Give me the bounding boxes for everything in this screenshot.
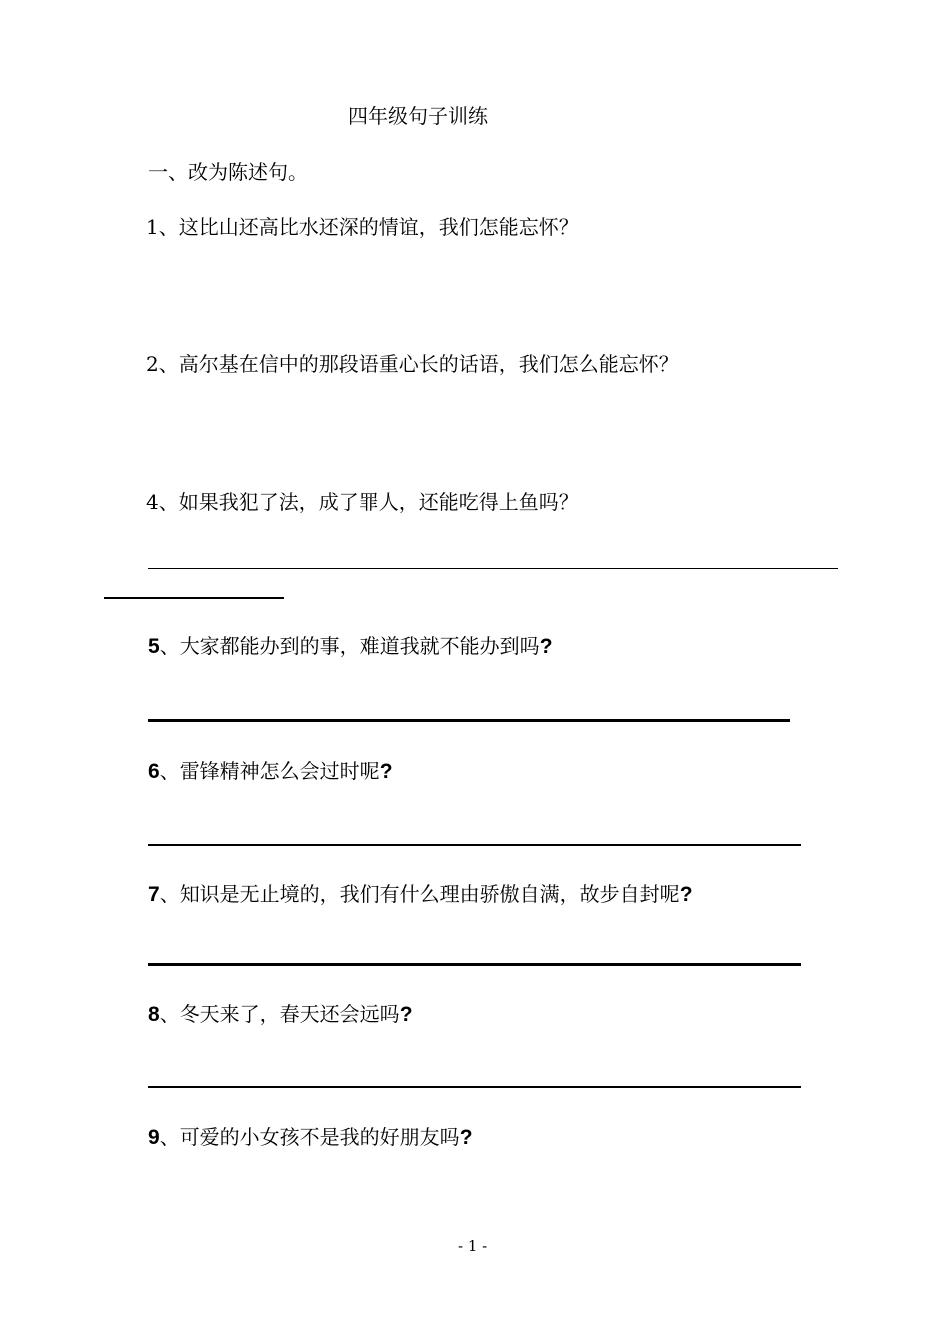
question-separator: 、: [159, 1002, 180, 1026]
question-number: 6: [148, 760, 160, 783]
question-mark: ?: [539, 635, 553, 658]
question-text: 高尔基在信中的那段语重心长的话语，我们怎么能忘怀？: [178, 352, 679, 376]
answer-line: [148, 719, 790, 722]
question-mark: ?: [379, 760, 393, 783]
question-mark: ?: [459, 1126, 473, 1149]
question-5: [148, 636, 553, 657]
question-number: 2: [146, 352, 159, 376]
question-9: [148, 1127, 473, 1148]
question-number: 9: [148, 1126, 160, 1149]
question-7: [148, 884, 693, 905]
question-2: [146, 354, 679, 374]
question-4: [146, 492, 579, 512]
question-6: [148, 761, 393, 782]
question-text: 冬天来了，春天还会远吗: [179, 1002, 400, 1026]
question-text: 雷锋精神怎么会过时呢: [179, 759, 380, 783]
question-separator: 、: [158, 215, 179, 239]
question-text: 知识是无止境的，我们有什么理由骄傲自满，故步自封呢: [179, 882, 680, 906]
question-text: 可爱的小女孩不是我的好朋友吗: [179, 1125, 460, 1149]
question-separator: 、: [159, 634, 180, 658]
question-text: 大家都能办到的事，难道我就不能办到吗: [179, 634, 540, 658]
section-heading: 一、改为陈述句。: [148, 160, 308, 184]
question-separator: 、: [158, 352, 179, 376]
question-text: 如果我犯了法，成了罪人，还能吃得上鱼吗？: [178, 490, 579, 514]
question-8: [148, 1004, 413, 1025]
question-separator: 、: [158, 490, 179, 514]
page-number: - 1 -: [458, 1237, 488, 1255]
answer-line: [148, 844, 801, 846]
answer-line: [104, 597, 284, 599]
question-1: [146, 217, 579, 237]
question-separator: 、: [159, 759, 180, 783]
page-title: 四年级句子训练: [348, 104, 488, 128]
answer-line: [148, 1086, 801, 1088]
answer-line: [148, 568, 838, 569]
answer-line: [148, 963, 801, 966]
question-mark: ?: [679, 883, 693, 906]
question-number: 8: [148, 1003, 160, 1026]
question-separator: 、: [159, 882, 180, 906]
question-separator: 、: [159, 1125, 180, 1149]
question-number: 7: [148, 883, 160, 906]
question-number: 4: [146, 490, 159, 514]
question-mark: ?: [399, 1003, 413, 1026]
question-number: 5: [148, 635, 160, 658]
question-text: 这比山还高比水还深的情谊，我们怎能忘怀？: [178, 215, 579, 239]
question-number: 1: [146, 215, 159, 239]
